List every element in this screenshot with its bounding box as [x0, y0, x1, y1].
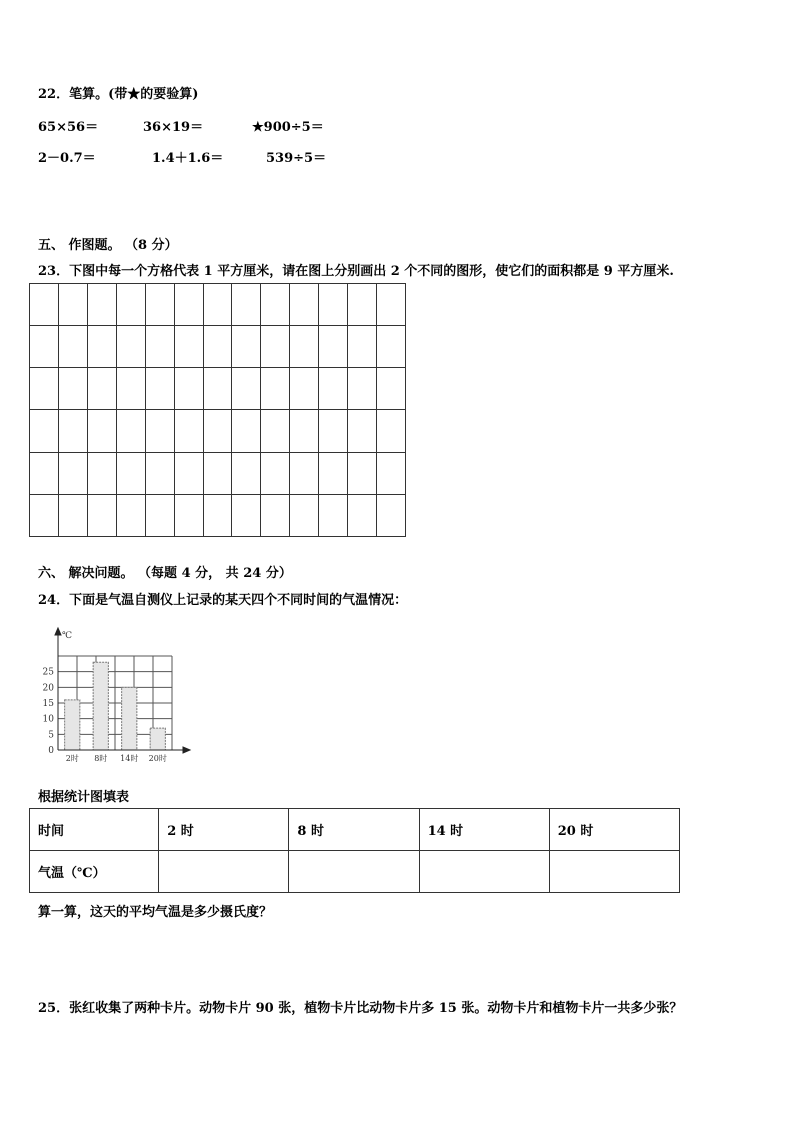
grid-cell[interactable] [58, 410, 87, 452]
grid-cell[interactable] [377, 494, 406, 536]
grid-cell[interactable] [174, 494, 203, 536]
table-header-8h: 8 时 [289, 809, 419, 851]
grid-cell[interactable] [348, 410, 377, 452]
grid-cell[interactable] [319, 368, 348, 410]
grid-cell[interactable] [145, 368, 174, 410]
table-caption: 根据统计图填表 [38, 790, 130, 805]
grid-cell[interactable] [30, 410, 59, 452]
grid-cell[interactable] [58, 326, 87, 368]
table-header-14h: 14 时 [419, 809, 549, 851]
grid-cell[interactable] [348, 284, 377, 326]
grid-cell[interactable] [116, 368, 145, 410]
grid-cell[interactable] [30, 494, 59, 536]
grid-cell[interactable] [261, 284, 290, 326]
grid-row [30, 494, 406, 536]
grid-cell[interactable] [116, 284, 145, 326]
grid-cell[interactable] [174, 410, 203, 452]
grid-cell[interactable] [58, 452, 87, 494]
grid-cell[interactable] [377, 452, 406, 494]
grid-cell[interactable] [30, 326, 59, 368]
y-tick-label: 5 [48, 730, 54, 741]
grid-cell[interactable] [174, 452, 203, 494]
y-tick-label: 20 [42, 683, 54, 694]
x-tick-label: 14时 [120, 754, 139, 763]
table-header-20h: 20 时 [549, 809, 679, 851]
grid-cell[interactable] [261, 494, 290, 536]
grid-cell[interactable] [203, 410, 232, 452]
grid-cell[interactable] [261, 368, 290, 410]
grid-cell[interactable] [232, 410, 261, 452]
grid-row [30, 410, 406, 452]
grid-cell[interactable] [377, 368, 406, 410]
grid-cell[interactable] [87, 284, 116, 326]
q24-text: 24．下面是气温自测仪上记录的某天四个不同时间的气温情况： [38, 593, 408, 608]
grid-cell[interactable] [203, 326, 232, 368]
x-axis-arrow [183, 747, 190, 753]
q23-text: 23．下图中每一个方格代表 1 平方厘米，请在图上分别画出 2 个不同的图形，使它们的面积都是 9 平方厘米. [38, 264, 674, 279]
q22-calc-6: 539÷5＝ [266, 151, 327, 166]
grid-cell[interactable] [116, 410, 145, 452]
grid-cell[interactable] [290, 494, 319, 536]
grid-cell[interactable] [348, 452, 377, 494]
grid-cell[interactable] [232, 494, 261, 536]
grid-cell[interactable] [261, 452, 290, 494]
grid-cell[interactable] [145, 494, 174, 536]
chart-bar [150, 728, 165, 750]
q22-calc-3: ★900÷5＝ [252, 120, 324, 135]
grid-cell[interactable] [348, 494, 377, 536]
y-tick-label: 25 [42, 667, 54, 678]
q22-title: 22．笔算。(带★的要验算) [38, 87, 199, 102]
grid-cell[interactable] [377, 326, 406, 368]
grid-cell[interactable] [58, 494, 87, 536]
grid-cell[interactable] [290, 452, 319, 494]
q22-calc-1: 65×56＝ [38, 120, 99, 135]
q22-calc-5: 1.4＋1.6＝ [152, 151, 224, 166]
table-header-time: 时间 [30, 809, 159, 851]
section5-heading: 五、 作图题。 （8 分） [38, 238, 178, 253]
grid-cell[interactable] [261, 326, 290, 368]
grid-cell[interactable] [174, 284, 203, 326]
grid-cell[interactable] [87, 410, 116, 452]
grid-cell[interactable] [87, 326, 116, 368]
grid-cell[interactable] [232, 326, 261, 368]
grid-cell[interactable] [377, 284, 406, 326]
grid-cell[interactable] [319, 452, 348, 494]
grid-cell[interactable] [348, 368, 377, 410]
grid-cell[interactable] [319, 284, 348, 326]
grid-cell[interactable] [232, 284, 261, 326]
grid-cell[interactable] [319, 494, 348, 536]
grid-cell[interactable] [290, 326, 319, 368]
chart-bar [65, 700, 80, 750]
grid-cell[interactable] [290, 284, 319, 326]
grid-cell[interactable] [145, 284, 174, 326]
grid-cell[interactable] [116, 452, 145, 494]
section6-heading: 六、 解决问题。 （每题 4 分， 共 24 分） [38, 566, 292, 581]
x-tick-label: 8时 [94, 754, 108, 763]
q24-question: 算一算，这天的平均气温是多少摄氏度？ [38, 905, 273, 920]
grid-cell[interactable] [377, 410, 406, 452]
grid-cell[interactable] [145, 326, 174, 368]
grid-cell[interactable] [319, 410, 348, 452]
grid-cell[interactable] [174, 326, 203, 368]
chart-bar [93, 662, 108, 750]
grid-cell[interactable] [203, 452, 232, 494]
table-row-label: 气温（℃） [30, 851, 159, 893]
grid-cell[interactable] [30, 452, 59, 494]
chart-bar [122, 687, 137, 750]
grid-cell[interactable] [116, 326, 145, 368]
grid-cell[interactable] [174, 368, 203, 410]
temperature-chart [36, 626, 192, 766]
grid-cell[interactable] [30, 284, 59, 326]
table-header-2h: 2 时 [159, 809, 289, 851]
drawing-grid[interactable] [29, 283, 406, 537]
x-tick-label: 2时 [65, 754, 79, 763]
grid-cell[interactable] [319, 326, 348, 368]
y-axis-arrow [55, 628, 61, 635]
grid-cell[interactable] [58, 368, 87, 410]
grid-cell[interactable] [145, 452, 174, 494]
grid-cell[interactable] [261, 410, 290, 452]
answer-cell-14h[interactable] [419, 851, 549, 893]
q22-calc-4: 2－0.7＝ [38, 151, 96, 166]
q22-calc-2: 36×19＝ [143, 120, 204, 135]
grid-cell[interactable] [232, 452, 261, 494]
grid-cell[interactable] [290, 368, 319, 410]
y-axis-label: ℃ [62, 631, 73, 641]
grid-cell[interactable] [203, 368, 232, 410]
answer-cell-2h[interactable] [159, 851, 289, 893]
answer-cell-8h[interactable] [289, 851, 419, 893]
grid-cell[interactable] [145, 410, 174, 452]
y-tick-label: 0 [48, 746, 54, 756]
grid-cell[interactable] [87, 452, 116, 494]
grid-cell[interactable] [116, 494, 145, 536]
grid-row [30, 284, 406, 326]
answer-cell-20h[interactable] [549, 851, 679, 893]
temperature-table [29, 808, 680, 893]
grid-cell[interactable] [232, 368, 261, 410]
grid-row [30, 326, 406, 368]
grid-cell[interactable] [203, 494, 232, 536]
grid-row [30, 368, 406, 410]
grid-cell[interactable] [58, 284, 87, 326]
y-tick-label: 10 [42, 714, 54, 725]
grid-cell[interactable] [87, 494, 116, 536]
y-tick-label: 15 [42, 699, 54, 709]
grid-cell[interactable] [348, 326, 377, 368]
q25-text: 25．张红收集了两种卡片。动物卡片 90 张，植物卡片比动物卡片多 15 张。动物卡片和植物卡片一共多少张？ [38, 1001, 683, 1016]
grid-cell[interactable] [290, 410, 319, 452]
grid-cell[interactable] [87, 368, 116, 410]
x-tick-label: 20时 [148, 754, 167, 763]
grid-row [30, 452, 406, 494]
grid-cell[interactable] [203, 284, 232, 326]
grid-cell[interactable] [30, 368, 59, 410]
